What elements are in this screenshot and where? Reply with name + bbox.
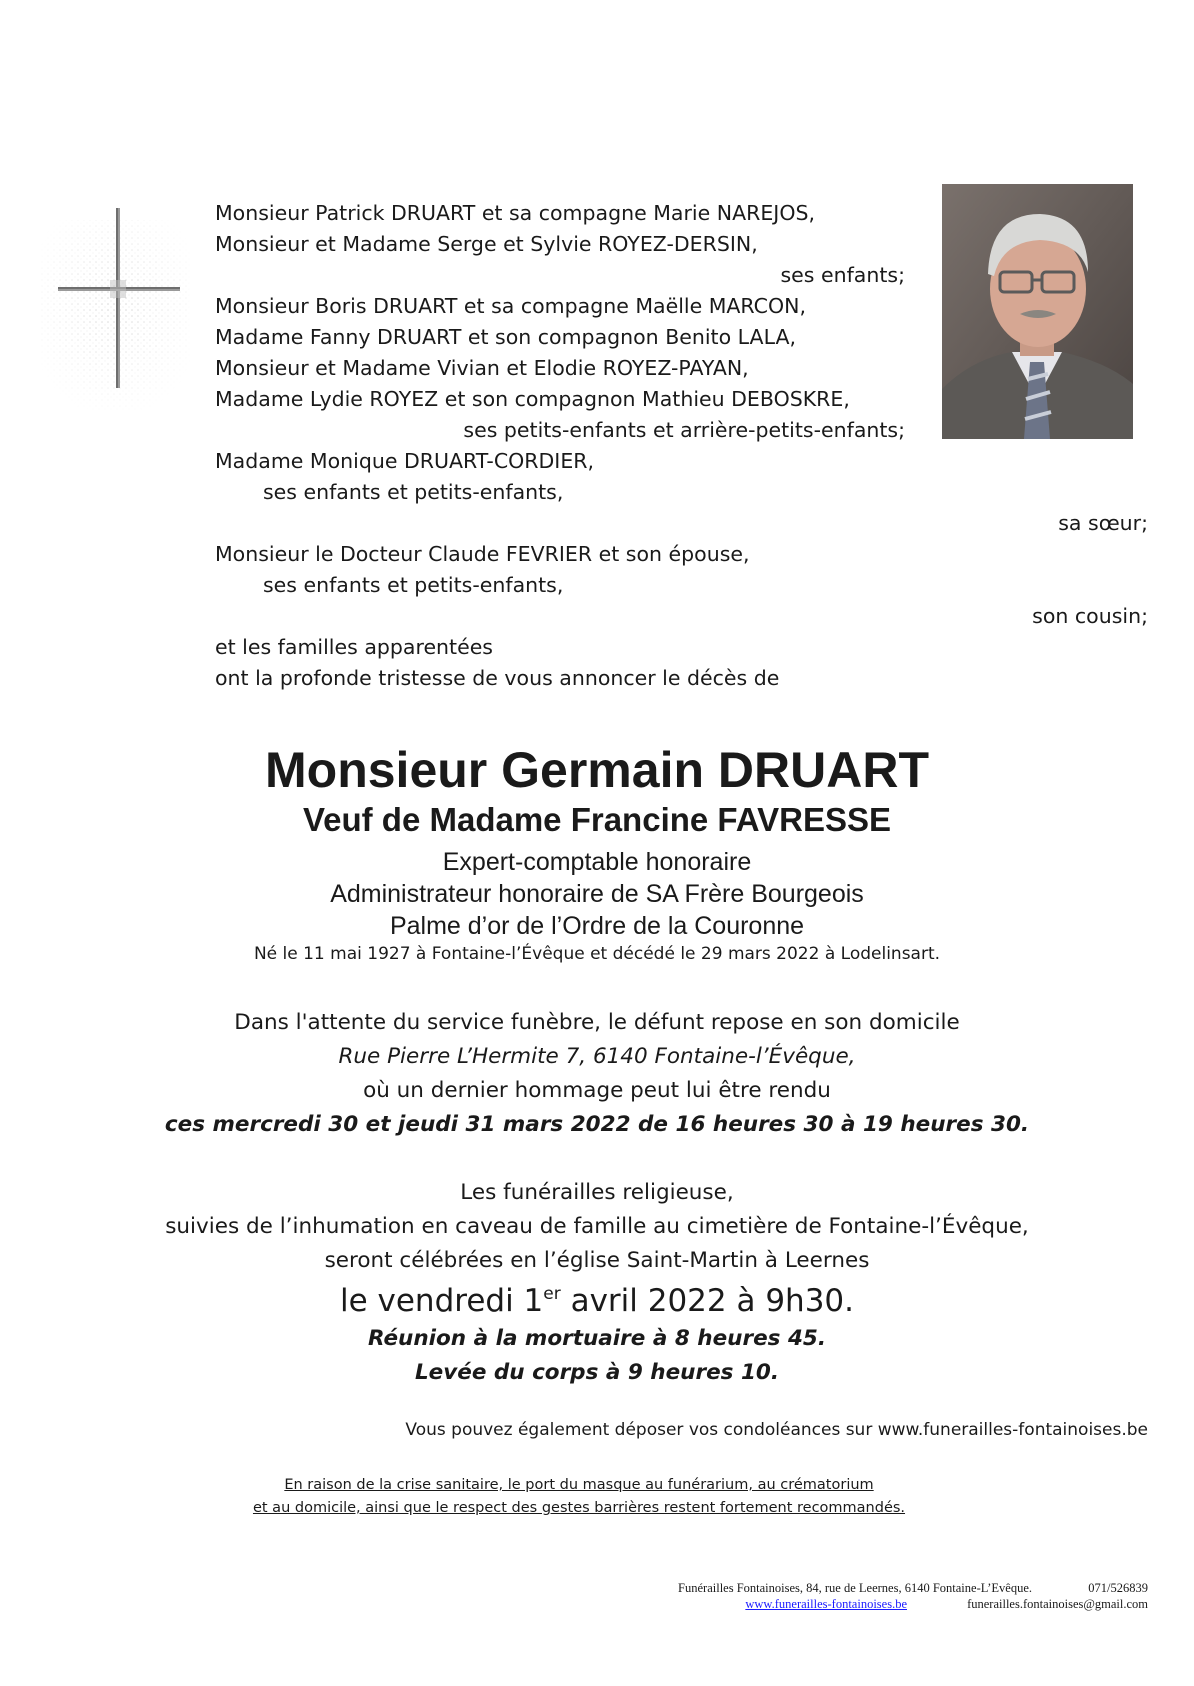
cross-emblem [40,200,190,410]
family-line: Madame Fanny DRUART et son compagnon Benito LALA, [215,325,796,349]
announcement-line: ont la profonde tristesse de vous annoncer le décès de [215,666,780,690]
funeral-line: suivies de l’inhumation en caveau de famille au cimetière de Fontaine-l’Évêque, [165,1214,1029,1239]
footer-phone: 071/526839 [1088,1581,1148,1595]
family-line: Monsieur et Madame Vivian et Elodie ROYEZ-PAYAN, [215,356,749,380]
portrait-photo [942,184,1133,439]
funeral-date-sup: er [543,1284,561,1304]
sanitary-notice-line: et au domicile, ainsi que le respect des gestes barrières restent fortement recommandés. [252,1500,906,1516]
family-line: Monsieur le Docteur Claude FEVRIER et son épouse, [215,542,750,566]
wake-homage: où un dernier hommage peut lui être rendu [363,1078,831,1103]
relation-label: sa sœur; [1058,511,1148,535]
family-line: Madame Lydie ROYEZ et son compagnon Mathieu DEBOSKRE, [215,387,850,411]
family-line: Monsieur et Madame Serge et Sylvie ROYEZ-DERSIN, [215,232,758,256]
condolences-note: Vous pouvez également déposer vos condoléances sur www.funerailles-fontainoises.be [405,1420,1148,1440]
family-line: et les familles apparentées [215,635,493,659]
honorary-title: Expert-comptable honoraire [442,848,752,876]
footer-company: Funérailles Fontainoises, 84, rue de Leernes, 6140 Fontaine-L’Evêque. [678,1581,1032,1595]
relation-label: ses enfants; [780,263,905,287]
funeral-date-prefix: le vendredi 1 [339,1283,544,1319]
funeral-date-suffix: avril 2022 à 9h30. [560,1283,855,1319]
meeting-time: Réunion à la mortuaire à 8 heures 45. [367,1326,827,1351]
wake-dates: ces mercredi 30 et jeudi 31 mars 2022 de 16 heures 30 à 19 heures 30. [164,1112,1030,1137]
family-line: ses enfants et petits-enfants, [263,573,564,597]
lifting-time: Levée du corps à 9 heures 10. [414,1360,780,1385]
widow-of: Veuf de Madame Francine FAVRESSE [302,801,892,838]
born-died-line: Né le 11 mai 1927 à Fontaine-l’Évêque et décédé le 29 mars 2022 à Lodelinsart. [253,944,941,964]
honorary-title: Palme d’or de l’Ordre de la Couronne [389,912,805,940]
funeral-line: Les funérailles religieuse, [460,1180,734,1205]
family-line: Monsieur Patrick DRUART et sa compagne Marie NAREJOS, [215,201,816,225]
sanitary-notice-line: En raison de la crise sanitaire, le port du masque au funérarium, au crématorium [284,1477,874,1493]
honorary-title: Administrateur honoraire de SA Frère Bourgeois [330,880,864,908]
footer-email: funerailles.fontainoises@gmail.com [967,1597,1148,1611]
family-line: ses enfants et petits-enfants, [263,480,564,504]
relation-label: son cousin; [1032,604,1148,628]
family-line: Madame Monique DRUART-CORDIER, [215,449,595,473]
funeral-date [0,1280,1194,1322]
deceased-name: Monsieur Germain DRUART [265,742,929,798]
funeral-line: seront célébrées en l’église Saint-Martin à Leernes [324,1248,870,1273]
wake-address: Rue Pierre L’Hermite 7, 6140 Fontaine-l’Évêque, [338,1044,856,1069]
footer-website-link[interactable]: www.funerailles-fontainoises.be [745,1597,907,1611]
wake-intro: Dans l'attente du service funèbre, le défunt repose en son domicile [234,1010,960,1035]
relation-label: ses petits-enfants et arrière-petits-enfants; [463,418,905,442]
family-line: Monsieur Boris DRUART et sa compagne Maëlle MARCON, [215,294,806,318]
